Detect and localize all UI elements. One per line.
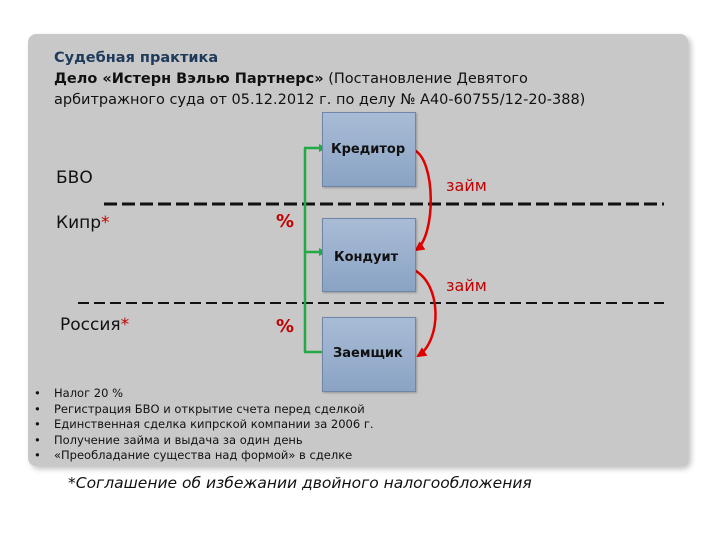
list-item: • Получение займа и выдача за один день	[34, 433, 374, 449]
slide-title: Судебная практика	[54, 50, 219, 66]
creditor-label: Кредитор	[331, 142, 406, 157]
zone-cyprus-footnote-mark: *	[101, 213, 110, 233]
list-item: • «Преобладание существа над формой» в сделке	[34, 448, 374, 464]
case-reference-part-2: арбитражного суда от 05.12.2012 г. по делу № А40-60755/12-20-388)	[54, 92, 586, 108]
conduit-label: Кондуит	[334, 250, 399, 265]
list-item: • Регистрация БВО и открытие счета перед сделкой	[34, 402, 374, 418]
loan-label-2: займ	[446, 276, 487, 295]
zone-russia	[60, 315, 129, 335]
loan-arrow-conduit-to-borrower	[414, 270, 436, 356]
zone-cyprus	[56, 213, 110, 233]
interest-label-russia: %	[276, 316, 295, 337]
footnote: *Соглашение об избежании двойного налогообложения	[68, 474, 532, 492]
loan-arrow-creditor-to-conduit	[414, 150, 431, 250]
list-item: • Единственная сделка кипрской компании за 2006 г.	[34, 417, 374, 433]
borrower-label: Заемщик	[333, 346, 403, 361]
key-facts-list	[34, 386, 374, 464]
loan-label-1: займ	[446, 176, 487, 195]
case-reference-part-1: (Постановление Девятого	[323, 71, 528, 87]
zone-cyprus-text: Кипр	[56, 213, 102, 233]
interest-label-cyprus: %	[276, 211, 295, 232]
list-item: • Налог 20 %	[34, 386, 374, 402]
case-name: Дело «Истерн Вэлью Партнерс»	[54, 71, 324, 87]
zone-russia-footnote-mark: *	[120, 315, 130, 335]
zone-bvo: БВО	[56, 168, 93, 188]
zone-russia-text: Россия	[60, 315, 121, 335]
